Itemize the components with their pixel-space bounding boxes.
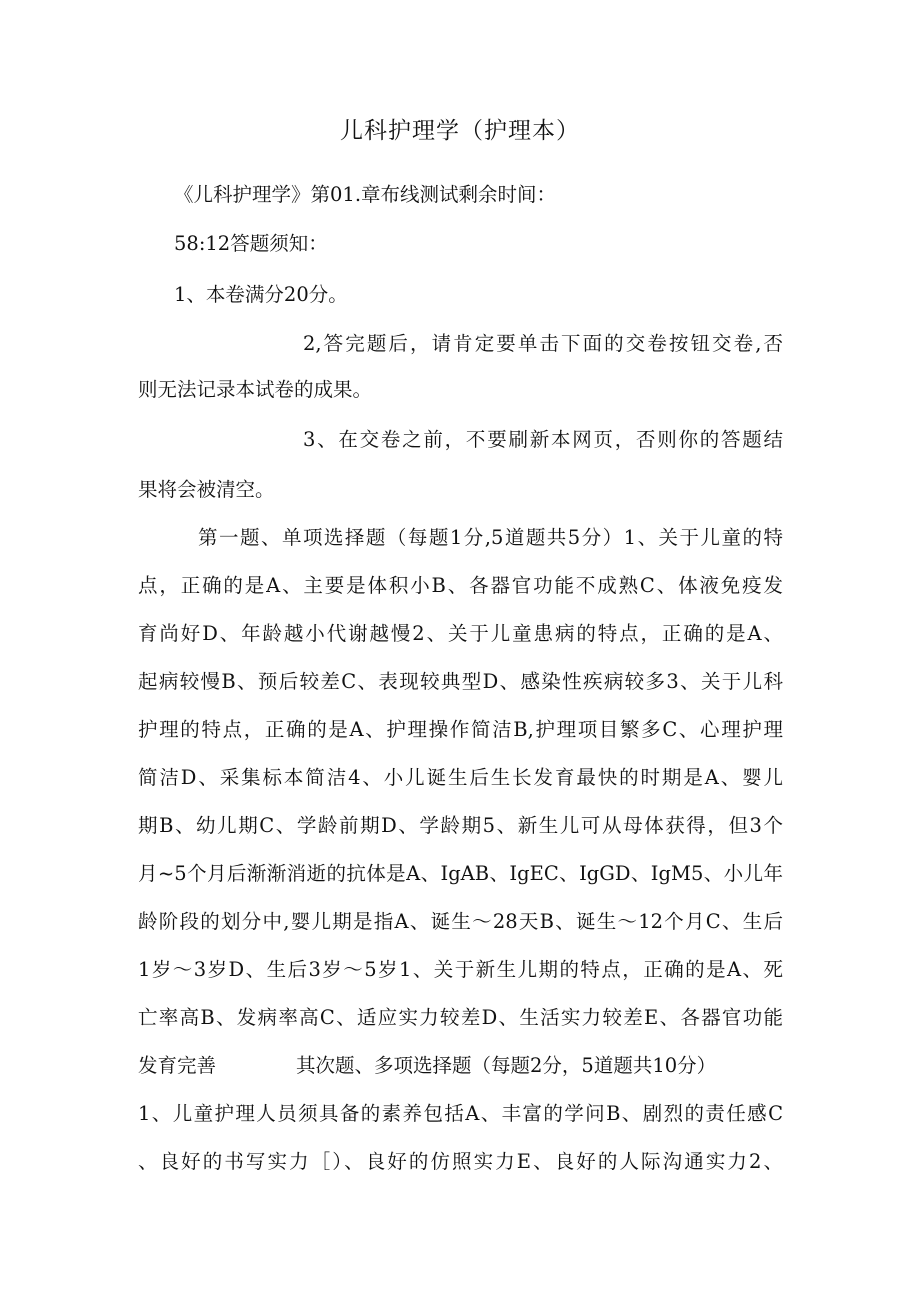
rule-2-part-a: 2,答完题后，请肯定要单击下面的交卷按钮交卷,否: [303, 332, 783, 355]
page-title: 儿科护理学（护理本）: [340, 118, 580, 144]
question-line-11: 亡率高B、发病率高C、适应实力较差D、生活实力较差E、各器官功能: [138, 1006, 783, 1029]
question-line-13: 1、儿童护理人员须具备的素养包括A、丰富的学问B、剧烈的责任感C: [138, 1102, 783, 1125]
question-line-4: 起病较慢B、预后较差C、表现较典型D、感染性疾病较多3、关于儿科: [138, 670, 783, 693]
question-line-12: 发育完善: [138, 1054, 217, 1077]
question-line-9: 龄阶段的划分中,婴儿期是指A、诞生～28天B、诞生～12个月C、生后: [138, 910, 783, 933]
question-line-1: 第一题、单项选择题（每题1分,5道题共5分）1、关于儿童的特: [198, 526, 783, 549]
rule-2-part-b: 则无法记录本试卷的成果。: [138, 378, 373, 401]
question-line-3: 育尚好D、年龄越小代谢越慢2、关于儿童患病的特点，正确的是A、: [138, 622, 783, 645]
question-line-10: 1岁～3岁D、生后3岁～5岁1、关于新生儿期的特点，正确的是A、死: [138, 958, 783, 981]
question-line-6: 简洁D、采集标本简洁4、小儿诞生后生长发育最快的时期是A、婴儿: [138, 766, 783, 789]
rule-3-part-a: 3、在交卷之前，不要刷新本网页，否则你的答题结: [303, 428, 783, 451]
rule-1: 1、本卷满分20分。: [174, 283, 348, 306]
intro-line-1: 《儿科护理学》第01.章布线测试剩余时间：: [174, 183, 557, 206]
question-line-8: 月~5个月后渐渐消逝的抗体是A、IgAB、IgEC、IgGD、IgM5、小儿年: [138, 862, 783, 885]
question-line-2: 点，正确的是A、主要是体积小B、各器官功能不成熟C、体液免疫发: [138, 574, 783, 597]
intro-line-2: 58:12答题须知：: [174, 232, 328, 255]
rule-3-part-b: 果将会被清空。: [138, 478, 275, 501]
question-line-5: 护理的特点，正确的是A、护理操作简洁B,护理项目繁多C、心理护理: [138, 718, 783, 741]
section-2-heading: 其次题、多项选择题（每题2分，5道题共10分）: [296, 1054, 717, 1077]
question-line-14: 、良好的书写实力［）、良好的仿照实力E、良好的人际沟通实力2、: [138, 1150, 783, 1173]
question-line-7: 期B、幼儿期C、学龄前期D、学龄期5、新生儿可从母体获得，但3个: [138, 814, 783, 837]
